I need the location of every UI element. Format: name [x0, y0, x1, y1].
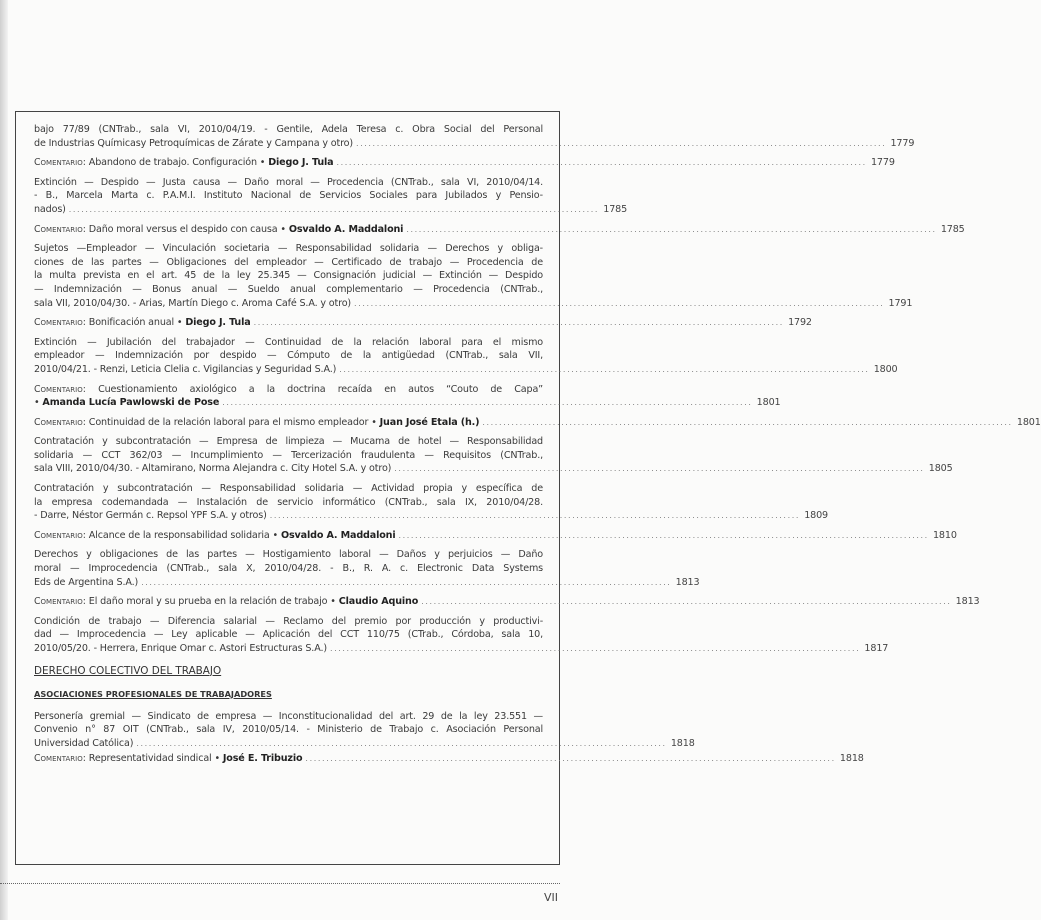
- comment-label: Comentario:: [34, 383, 86, 395]
- comment-label: Comentario:: [34, 596, 86, 608]
- leader-dots: ................................................................................................................................: [354, 298, 885, 308]
- entry-line: Extinción — Despido — Justa causa — Daño moral — Procedencia (CNTrab., sala VI, 2010/04/14.: [34, 176, 543, 188]
- comment-label: Comentario:: [34, 223, 86, 235]
- entry-line: Extinción — Jubilación del trabajador — Continuidad de la relación laboral para el mismo: [34, 336, 543, 348]
- page-number: 1809: [804, 510, 829, 522]
- index-entry: [34, 435, 953, 476]
- comment-entry: [34, 595, 980, 609]
- comment-entry: [34, 416, 1041, 430]
- bullet: •: [34, 397, 43, 409]
- page-number: 1785: [940, 223, 965, 235]
- page-number: 1818: [839, 753, 864, 765]
- comment-entry: [34, 383, 781, 410]
- comment-author: Osvaldo A. Maddaloni: [288, 223, 404, 235]
- comment-entry: [34, 223, 965, 237]
- entry-last-line: [34, 416, 1041, 430]
- entry-text: - Darre, Néstor Germán c. Repsol YPF S.A. y otros): [34, 510, 267, 522]
- leader-dots: ................................................................................................................................: [269, 511, 801, 521]
- comment-title: Representatividad sindical •: [88, 753, 220, 765]
- page-folio: VII: [543, 891, 558, 904]
- comment-author: Juan José Etala (h.): [379, 416, 480, 428]
- page-number: 1779: [870, 157, 895, 169]
- entry-line: Contratación y subcontratación — Responsabilidad solidaria — Actividad propia y específica de: [34, 483, 543, 495]
- entry-text: sala VII, 2010/04/30. - Arias, Martín Diego c. Aroma Café S.A. y otro): [34, 297, 352, 309]
- comment-label: Comentario:: [34, 529, 86, 541]
- entry-line: la multa prevista en el art. 45 de la ley 25.345 — Consignación judicial — Extinción — Despido: [34, 270, 543, 282]
- entry-last-line: [34, 297, 913, 311]
- subsection-heading: ASOCIACIONES PROFESIONALES DE TRABAJADORES: [34, 688, 272, 699]
- page-number: 1791: [888, 297, 913, 309]
- leader-dots: ................................................................................................................................: [305, 754, 836, 764]
- entry-line: la empresa codemandada — Instalación de servicio informático (CNTrab., sala IX, 2010/04/28.: [34, 496, 543, 508]
- comment-label: Comentario:: [34, 753, 86, 765]
- entry-text: de Industrias Químicasy Petroquímicas de Zárate y Campana y otro): [34, 137, 353, 149]
- comment-title: Daño moral versus el despido con causa •: [88, 223, 286, 235]
- leader-dots: ................................................................................................................................: [482, 417, 1013, 427]
- entry-text: 2010/05/20. - Herrera, Enrique Omar c. Astori Estructuras S.A.): [34, 643, 327, 654]
- comment-title: Cuestionamiento axiológico a la doctrina recaída en autos “Couto de Capa”: [98, 383, 543, 395]
- page-number: 1779: [890, 137, 915, 149]
- page-number: 1800: [873, 363, 898, 375]
- index-entry: [34, 123, 915, 150]
- page-number: 1801: [1016, 416, 1041, 428]
- index-entry: [34, 336, 898, 377]
- entry-last-line: [34, 203, 628, 217]
- leader-dots: ................................................................................................................................: [421, 597, 952, 607]
- entry-last-line: [34, 595, 980, 609]
- entry-line: bajo 77/89 (CNTrab., sala VI, 2010/04/19. - Gentile, Adela Teresa c. Obra Social del Personal: [34, 124, 543, 135]
- entry-line: moral — Improcedencia (CNTrab., sala X, 2010/04/28. - B., R. A. c. Electronic Data Systems: [34, 563, 543, 575]
- comment-author: Diego J. Tula: [185, 317, 251, 329]
- index-entry: [34, 242, 913, 310]
- comment-author: Diego J. Tula: [268, 157, 334, 169]
- page-number: 1813: [955, 596, 980, 608]
- entry-line: empleador — Indemnización por despido — Cómputo de la antigüedad (CNTrab., sala VII,: [34, 350, 543, 362]
- leader-dots: ................................................................................................................................: [136, 738, 667, 748]
- comment-entry: [34, 156, 895, 170]
- entry-line: Sujetos —Empleador — Vinculación societaria — Responsabilidad solidaria — Derechos y obliga-: [34, 243, 543, 255]
- entry-line: - B., Marcela Marta c. P.A.M.I. Instituto Nacional de Servicios Sociales para Jubilados y Pensio-: [34, 190, 543, 202]
- page-number: 1810: [932, 529, 957, 541]
- page-number: 1813: [675, 576, 700, 588]
- entry-last-line: [34, 156, 895, 170]
- page-number: 1785: [603, 203, 628, 215]
- page-edge-shadow: [0, 0, 8, 920]
- comment-entry: [34, 529, 957, 543]
- leader-dots: ................................................................................................................................: [253, 318, 784, 328]
- page-number: 1801: [756, 397, 781, 409]
- entry-text: nados): [34, 203, 66, 215]
- leader-dots: ................................................................................................................................: [339, 364, 870, 374]
- entry-last-line: [34, 462, 953, 476]
- entry-last-line: [34, 316, 812, 330]
- entry-line: Condición de trabajo — Diferencia salarial — Reclamo del premio por producción y productivi-: [34, 615, 543, 627]
- entry-line: dad — Improcedencia — Ley aplicable — Aplicación del CCT 110/75 (CTrab., Córdoba, sala 10,: [34, 629, 543, 641]
- entry-last-line: [34, 223, 965, 237]
- entry-line: Derechos y obligaciones de las partes — Hostigamiento laboral — Daños y perjuicios — Daño: [34, 549, 543, 561]
- entry-last-line: [34, 642, 889, 656]
- entry-text: sala VIII, 2010/04/30. - Altamirano, Norma Alejandra c. City Hotel S.A. y otro): [34, 463, 392, 475]
- entry-text: 2010/04/21. - Renzi, Leticia Clelia c. Vigilancias y Seguridad S.A.): [34, 363, 337, 375]
- comment-entry: [34, 316, 812, 330]
- entry-line: Personería gremial — Sindicato de empresa — Inconstitucionalidad del art. 29 de la ley 23.551 —: [34, 710, 543, 722]
- leader-dots: ................................................................................................................................: [406, 224, 937, 234]
- entry-last-line: [34, 137, 915, 151]
- entry-last-line: [34, 509, 829, 523]
- entry-last-line: [34, 363, 898, 377]
- comment-author: Claudio Aquino: [338, 596, 419, 608]
- entry-last-line: [34, 576, 700, 590]
- page-number: 1805: [928, 463, 953, 475]
- footer-dotted-rule: [0, 883, 560, 884]
- index-entry: [34, 482, 829, 523]
- entry-text: Universidad Católica): [34, 737, 134, 749]
- comment-title: Bonificación anual •: [88, 317, 183, 329]
- index-entry: [34, 615, 889, 656]
- comment-title: Alcance de la responsabilidad solidaria •: [88, 529, 279, 541]
- entry-line: ciones de las partes — Obligaciones del empleador — Certificado de trabajo — Procedencia de: [34, 256, 543, 268]
- comment-label: Comentario:: [34, 317, 86, 329]
- leader-dots: ................................................................................................................................: [355, 138, 887, 148]
- entry-line: Contratación y subcontratación — Empresa de limpieza — Mucama de hotel — Responsabilidad: [34, 436, 543, 448]
- entry-last-line: [34, 737, 695, 751]
- comment-author: José E. Tribuzio: [222, 753, 303, 765]
- entry-line: — Indemnización — Bonus anual — Sueldo anual complementario — Procedencia (CNTrab.,: [34, 283, 543, 295]
- entry-last-line: [34, 396, 781, 410]
- leader-dots: ................................................................................................................................: [329, 644, 861, 653]
- page-number: 1818: [670, 737, 695, 749]
- leader-dots: ................................................................................................................................: [141, 577, 672, 587]
- comment-author: Osvaldo A. Maddaloni: [280, 529, 396, 541]
- leader-dots: ................................................................................................................................: [394, 464, 925, 474]
- index-entry: [34, 548, 700, 589]
- comment-title: Abandono de trabajo. Configuración •: [88, 157, 266, 169]
- index-content: [34, 123, 1041, 772]
- comment-label: Comentario:: [34, 416, 86, 428]
- leader-dots: ................................................................................................................................: [222, 398, 753, 408]
- entry-line: [34, 383, 543, 397]
- leader-dots: ................................................................................................................................: [68, 204, 600, 214]
- comment-title: El daño moral y su prueba en la relación de trabajo •: [88, 596, 336, 608]
- comment-author: Amanda Lucía Pawlowski de Pose: [42, 397, 220, 409]
- leader-dots: ................................................................................................................................: [336, 158, 867, 168]
- entry-line: Convenio n° 87 OIT (CNTrab., sala IV, 2010/05/14. - Ministerio de Trabajo c. Asociación Personal: [34, 724, 543, 736]
- section-heading: DERECHO COLECTIVO DEL TRABAJO: [34, 664, 222, 677]
- comment-entry: [34, 752, 864, 766]
- comment-title: Continuidad de la relación laboral para el mismo empleador •: [88, 416, 377, 428]
- index-entry: [34, 710, 695, 751]
- index-entry: [34, 176, 628, 217]
- entry-last-line: [34, 529, 957, 543]
- entry-line: solidaria — CCT 362/03 — Incumplimiento — Tercerización fraudulenta — Requisitos (CNTrab.,: [34, 449, 543, 461]
- entry-last-line: [34, 752, 864, 766]
- entry-text: Eds de Argentina S.A.): [34, 576, 139, 588]
- page-number: 1817: [864, 643, 889, 654]
- comment-label: Comentario:: [34, 157, 86, 169]
- leader-dots: ................................................................................................................................: [398, 530, 929, 540]
- page-number: 1792: [788, 317, 812, 329]
